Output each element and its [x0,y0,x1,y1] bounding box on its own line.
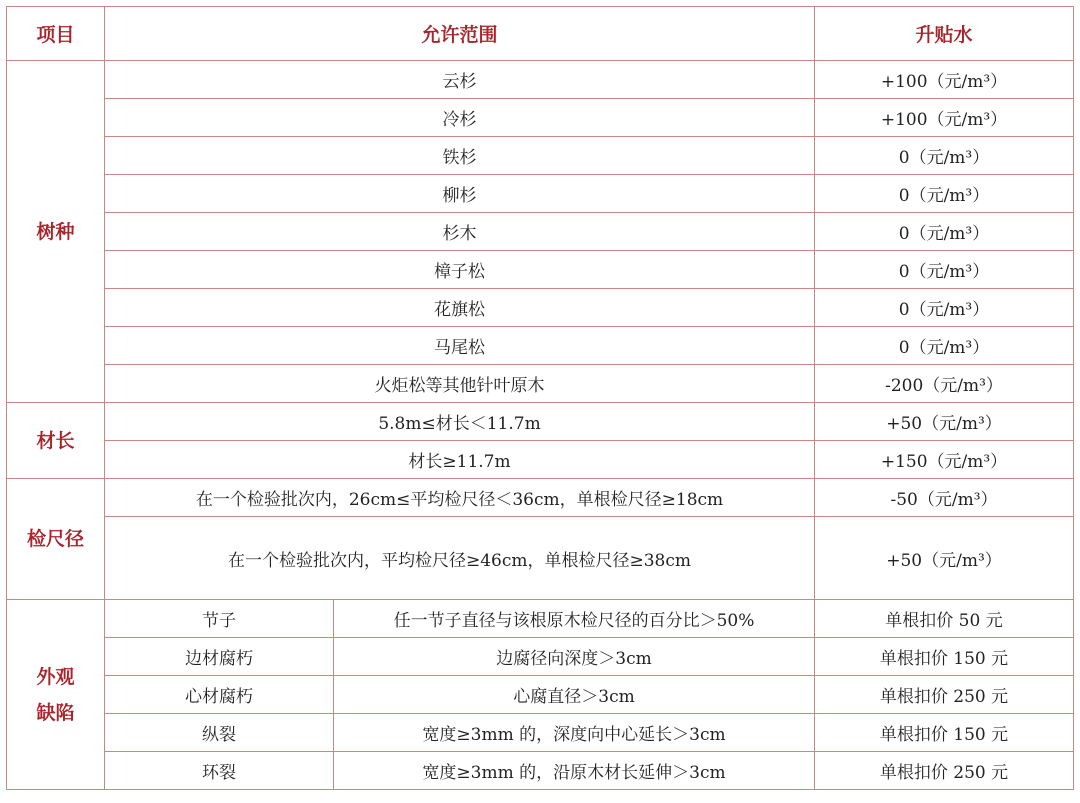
value-cell: 单根扣价 150 元 [815,638,1074,676]
value-cell: 0（元/m³） [815,327,1074,365]
range-cell: 铁杉 [105,137,815,175]
value-cell: 单根扣价 150 元 [815,714,1074,752]
range-cell: 花旗松 [105,289,815,327]
table-row [7,137,1074,175]
range-cell: 云杉 [105,61,815,99]
value-cell: -200（元/m³） [815,365,1074,403]
table-row [7,479,1074,517]
value-cell: 0（元/m³） [815,289,1074,327]
range-cell: 在一个检验批次内，平均检尺径≥46cm，单根检尺径≥38cm [105,517,815,600]
value-cell: 单根扣价 250 元 [815,676,1074,714]
range-cell: 宽度≥3mm 的，沿原木材长延伸＞3cm [334,752,815,790]
table-row [7,517,1074,600]
range-cell: 樟子松 [105,251,815,289]
range-cell: 杉木 [105,213,815,251]
table-row [7,99,1074,137]
table-row [7,289,1074,327]
category-diameter: 检尺径 [7,479,105,600]
defect-type-cell: 节子 [105,600,334,638]
value-cell: +100（元/m³） [815,99,1074,137]
defect-type-cell: 纵裂 [105,714,334,752]
value-cell: 0（元/m³） [815,137,1074,175]
range-cell: 马尾松 [105,327,815,365]
table-row [7,175,1074,213]
value-cell: 0（元/m³） [815,213,1074,251]
table-row [7,714,1074,752]
table-row [7,403,1074,441]
table-row [7,365,1074,403]
range-cell: 火炬松等其他针叶原木 [105,365,815,403]
premium-discount-table [6,6,1074,790]
range-cell: 冷杉 [105,99,815,137]
value-cell: +100（元/m³） [815,61,1074,99]
category-species: 树种 [7,61,105,403]
range-cell: 边腐径向深度＞3cm [334,638,815,676]
table-row [7,251,1074,289]
defect-type-cell: 环裂 [105,752,334,790]
range-cell: 材长≥11.7m [105,441,815,479]
category-length: 材长 [7,403,105,479]
value-cell: -50（元/m³） [815,479,1074,517]
range-cell: 宽度≥3mm 的，深度向中心延长＞3cm [334,714,815,752]
table-row [7,441,1074,479]
value-cell: +50（元/m³） [815,403,1074,441]
table-row [7,676,1074,714]
header-range: 允许范围 [105,7,815,61]
value-cell: +50（元/m³） [815,517,1074,600]
category-defects: 外观缺陷 [7,600,105,790]
value-cell: 0（元/m³） [815,175,1074,213]
table-row [7,61,1074,99]
range-cell: 任一节子直径与该根原木检尺径的百分比＞50% [334,600,815,638]
value-cell: 0（元/m³） [815,251,1074,289]
table-row [7,600,1074,638]
value-cell: +150（元/m³） [815,441,1074,479]
range-cell: 在一个检验批次内，26cm≤平均检尺径＜36cm，单根检尺径≥18cm [105,479,815,517]
header-item: 项目 [7,7,105,61]
table-row [7,752,1074,790]
defect-type-cell: 边材腐朽 [105,638,334,676]
defect-type-cell: 心材腐朽 [105,676,334,714]
range-cell: 心腐直径＞3cm [334,676,815,714]
header-row [7,7,1074,61]
table-row [7,327,1074,365]
value-cell: 单根扣价 50 元 [815,600,1074,638]
value-cell: 单根扣价 250 元 [815,752,1074,790]
range-cell: 柳杉 [105,175,815,213]
range-cell: 5.8m≤材长＜11.7m [105,403,815,441]
table-row [7,638,1074,676]
table-row [7,213,1074,251]
header-water: 升贴水 [815,7,1074,61]
